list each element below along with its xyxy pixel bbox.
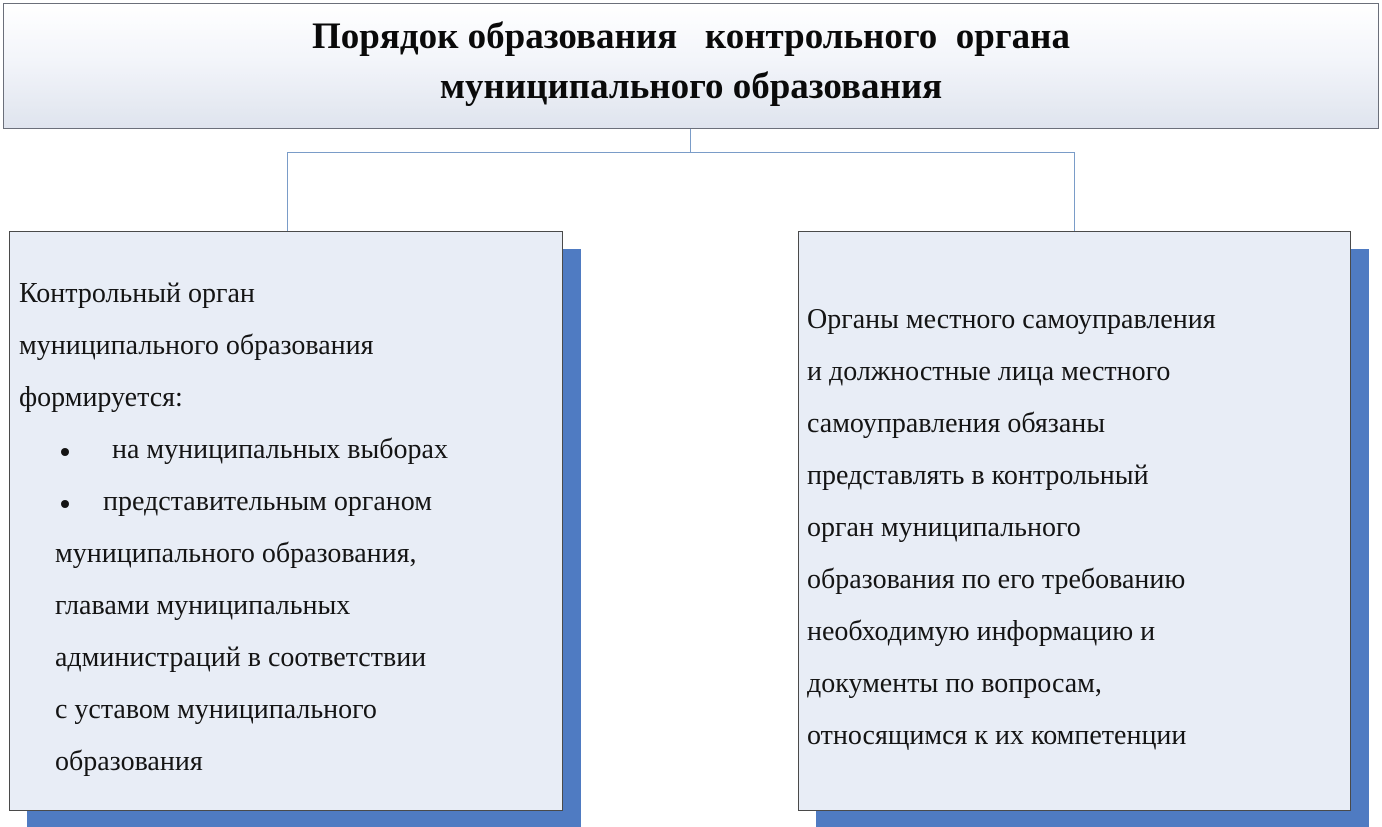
right-text-line: орган муниципального [807, 512, 1081, 543]
right-text-line: Органы местного самоуправления [807, 304, 1216, 335]
right-text-line: образования по его требованию [807, 564, 1186, 595]
left-intro-line: формируется: [19, 382, 183, 413]
bullet-item-representative-body [19, 476, 562, 528]
bullet-continuation-line: образования [55, 746, 203, 777]
bullet-icon [61, 448, 69, 456]
right-text-line: документы по вопросам, [807, 668, 1102, 699]
left-intro-line: муниципального образования [19, 330, 374, 361]
right-text-line: представлять в контрольный [807, 460, 1149, 491]
left-intro-line: Контрольный орган [19, 278, 255, 309]
bullet-continuation-line: с уставом муниципального [55, 694, 377, 725]
right-text-line: самоуправления обязаны [807, 408, 1106, 439]
bullet-continuation-line: главами муниципальных [55, 590, 351, 621]
bullet-text: представительным органом [103, 486, 432, 517]
bullet-continuation-line: муниципального образования, [55, 538, 417, 569]
diagram-title [312, 12, 1070, 112]
connector-horizontal [287, 152, 1075, 153]
bullet-icon [61, 500, 69, 508]
connector-stem [690, 129, 691, 153]
bullet-text: на муниципальных выборах [112, 434, 448, 465]
left-info-box [9, 231, 563, 811]
right-info-box [798, 231, 1351, 811]
right-text-line: и должностные лица местного [807, 356, 1171, 387]
right-text-line: относящимся к их компетенции [807, 720, 1187, 751]
connector-left-drop [287, 152, 288, 231]
diagram-title-box [3, 3, 1379, 129]
right-text-line: необходимую информацию и [807, 616, 1156, 647]
title-line-1: Порядок образования контрольного органа [312, 16, 1070, 57]
connector-right-drop [1074, 152, 1075, 231]
title-line-2: муниципального образования [439, 66, 943, 107]
bullet-continuation-line: администраций в соответствии [55, 642, 427, 673]
bullet-item-elections [19, 424, 562, 476]
